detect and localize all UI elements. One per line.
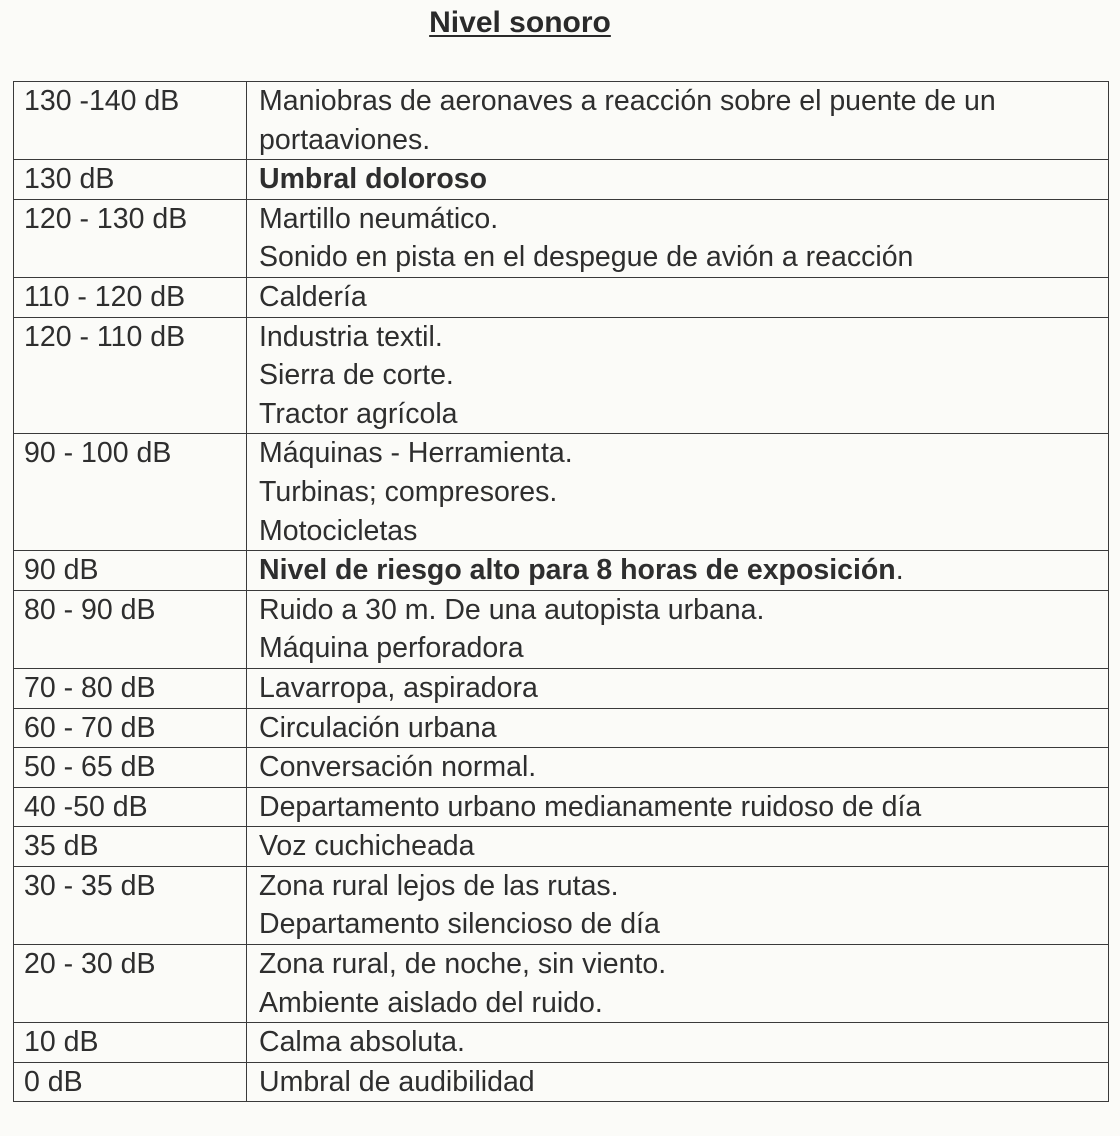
sound-source-cell — [247, 199, 1109, 277]
sound-level-cell: 10 dB — [14, 1023, 247, 1063]
sound-level-cell: 80 - 90 dB — [14, 590, 247, 668]
sound-source-cell — [247, 827, 1109, 867]
sound-level-cell: 40 -50 dB — [14, 787, 247, 827]
sound-source-text: Máquinas - Herramienta. — [259, 437, 573, 470]
sound-source-cell — [247, 866, 1109, 944]
sound-source-cell — [247, 748, 1109, 788]
sound-level-cell: 130 -140 dB — [14, 82, 247, 160]
sound-source-cell — [247, 434, 1109, 551]
table-row — [14, 277, 1109, 317]
table-row — [14, 434, 1109, 551]
table-row — [14, 1062, 1109, 1102]
sound-source-cell — [247, 1062, 1109, 1102]
sound-source-text: Departamento urbano medianamente ruidoso de día — [259, 790, 922, 823]
sound-source-text: Ruido a 30 m. De una autopista urbana. — [259, 593, 765, 626]
sound-source-text: Motocicletas — [259, 514, 418, 547]
sound-source-text: Lavarropa, aspiradora — [259, 671, 538, 704]
sound-level-cell: 110 - 120 dB — [14, 277, 247, 317]
table-row — [14, 866, 1109, 944]
sound-source-text: Zona rural lejos de las rutas. — [259, 869, 619, 902]
sound-source-cell — [247, 1023, 1109, 1063]
sound-source-text: Circulación urbana — [259, 711, 497, 744]
sound-level-cell: 120 - 130 dB — [14, 199, 247, 277]
sound-level-table — [13, 81, 1109, 1102]
page-title: Nivel sonoro — [429, 6, 611, 39]
sound-level-cell: 30 - 35 dB — [14, 866, 247, 944]
table-row — [14, 160, 1109, 200]
sound-source-text: Tractor agrícola — [259, 397, 458, 430]
sound-level-cell: 35 dB — [14, 827, 247, 867]
table-row — [14, 787, 1109, 827]
sound-source-cell — [247, 945, 1109, 1023]
table-row — [14, 199, 1109, 277]
sound-source-cell — [247, 787, 1109, 827]
sound-level-cell: 90 dB — [14, 551, 247, 591]
table-row — [14, 317, 1109, 434]
sound-source-text: Ambiente aislado del ruido. — [259, 986, 603, 1019]
sound-level-cell: 60 - 70 dB — [14, 708, 247, 748]
table-row — [14, 827, 1109, 867]
sound-level-cell: 50 - 65 dB — [14, 748, 247, 788]
sound-level-cell: 0 dB — [14, 1062, 247, 1102]
sound-source-cell — [247, 82, 1109, 160]
table-row — [14, 708, 1109, 748]
sound-source-text: Calma absoluta. — [259, 1026, 465, 1059]
sound-level-cell: 70 - 80 dB — [14, 668, 247, 708]
sound-source-text: Industria textil. — [259, 320, 443, 353]
sound-source-text: Martillo neumático. — [259, 202, 499, 235]
table-row — [14, 1023, 1109, 1063]
table-row — [14, 945, 1109, 1023]
table-row — [14, 590, 1109, 668]
sound-source-text: Umbral de audibilidad — [259, 1065, 535, 1098]
table-row — [14, 748, 1109, 788]
sound-source-text: Departamento silencioso de día — [259, 908, 660, 941]
sound-source-text: Sonido en pista en el despegue de avión a reacción — [259, 241, 914, 274]
sound-source-cell — [247, 277, 1109, 317]
sound-source-text: Zona rural, de noche, sin viento. — [259, 948, 667, 981]
sound-source-cell — [247, 317, 1109, 434]
sound-source-text: Turbinas; compresores. — [259, 475, 558, 508]
table-row — [14, 82, 1109, 160]
sound-source-text: Conversación normal. — [259, 751, 537, 784]
table-row — [14, 551, 1109, 591]
sound-level-cell: 130 dB — [14, 160, 247, 200]
sound-level-cell: 90 - 100 dB — [14, 434, 247, 551]
sound-source-suffix: . — [895, 554, 904, 587]
table-body — [14, 82, 1109, 1102]
sound-source-cell — [247, 668, 1109, 708]
sound-source-text: Voz cuchicheada — [259, 830, 475, 863]
sound-source-cell — [247, 708, 1109, 748]
sound-source-cell — [247, 551, 1109, 591]
sound-source-text: Caldería — [259, 280, 367, 313]
sound-source-text: Nivel de riesgo alto para 8 horas de exposición — [259, 554, 896, 587]
sound-level-cell: 20 - 30 dB — [14, 945, 247, 1023]
sound-level-cell: 120 - 110 dB — [14, 317, 247, 434]
sound-source-text: Sierra de corte. — [259, 359, 454, 392]
sound-source-text: Umbral doloroso — [259, 163, 488, 196]
sound-source-cell — [247, 590, 1109, 668]
table-row — [14, 668, 1109, 708]
sound-source-text: Maniobras de aeronaves a reacción sobre el puente de un portaaviones. — [259, 85, 996, 156]
sound-source-cell — [247, 160, 1109, 200]
sound-source-text: Máquina perforadora — [259, 632, 524, 665]
